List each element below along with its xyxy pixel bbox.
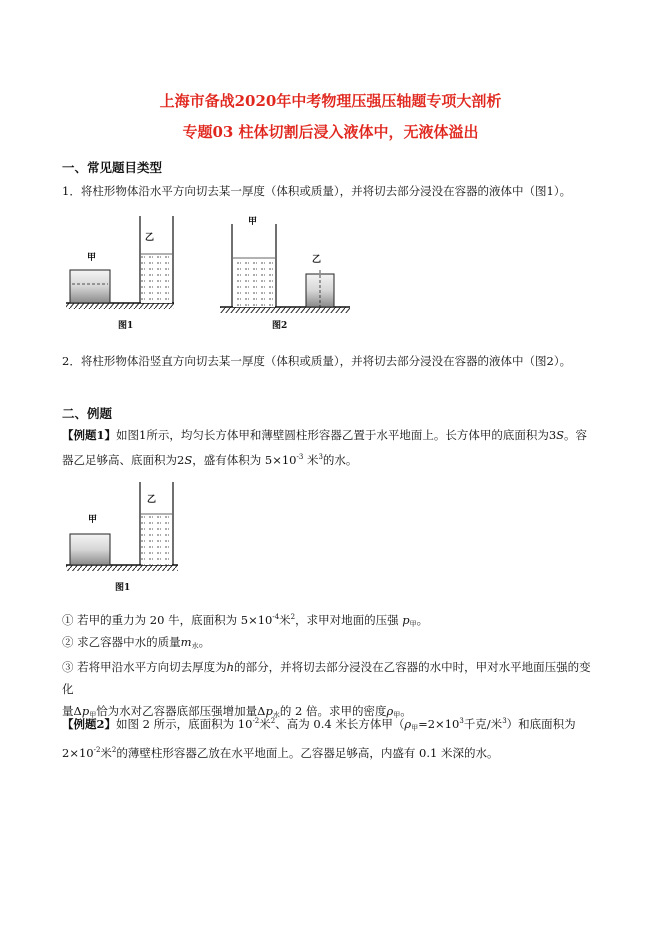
question-1: ① 若甲的重力为 20 牛，底面积为 $5\times 10^{-4}$米$^2$，求甲对地面的压强 $p_甲$。 (62, 613, 429, 628)
section-heading-examples: 二、例题 (62, 406, 113, 421)
fig1-label-jia: 甲 (87, 253, 97, 263)
example-2-text: 【例题2】如图 2 所示，底面积为 $10^{-2}$米$^2$、高为 0.4 米长方体甲（$\rho_甲=2\times 10^3$千克/米$^3$）和底面积为 $2\times 10^{-2}$米$^2$的薄壁柱形容器乙放在水平地面上。乙容器足够高，内盛有 0.1 米深的水。 (62, 717, 576, 760)
section-heading-types: 一、常见题目类型 (62, 160, 163, 175)
fig3-label-yi: 乙 (147, 495, 157, 505)
figure-example-1 (60, 478, 190, 578)
page-subtitle: 专题03 柱体切割后浸入液体中，无液体溢出 (182, 123, 479, 141)
fig1-caption: 图1 (118, 321, 134, 331)
fig3-label-jia: 甲 (88, 515, 98, 525)
fig2-label-jia: 甲 (248, 217, 258, 227)
example-1-tag: 【例题1】 (62, 428, 117, 442)
fig2-caption: 图2 (272, 321, 288, 331)
fig3-caption: 图1 (115, 583, 131, 593)
type-item-1: 1．将柱形物体沿水平方向切去某一厚度（体积或质量），并将切去部分浸没在容器的液体中（图1）。 (62, 184, 572, 198)
example-2-tag: 【例题2】 (62, 717, 117, 731)
question-3: ③ 若将甲沿水平方向切去厚度为h的部分，并将切去部分浸没在乙容器的水中时，甲对水平地面压强的变化 量$\Delta p_甲$恰为水对乙容器底部压强增加量$\Delta p_水$的 2 倍。求甲的密度$\rho_甲$。 (62, 660, 591, 719)
question-2: ② 求乙容器中水的质量$m_水$。 (62, 635, 211, 650)
figure-1-2 (60, 212, 360, 332)
page-title: 上海市备战2020年中考物理压强压轴题专项大剖析 (159, 92, 502, 110)
example-1-text: 【例题1】如图1所示，均匀长方体甲和薄壁圆柱形容器乙置于水平地面上。长方体甲的底面积为3S。容 器乙足够高、底面积为2S，盛有体积为 $5\times 10^{-3}$ 米$^3$的水。 (62, 428, 588, 467)
fig1-label-yi: 乙 (145, 233, 155, 243)
type-item-2: 2．将柱形物体沿竖直方向切去某一厚度（体积或质量），并将切去部分浸没在容器的液体中（图2）。 (62, 354, 572, 368)
fig2-label-yi: 乙 (312, 255, 322, 265)
